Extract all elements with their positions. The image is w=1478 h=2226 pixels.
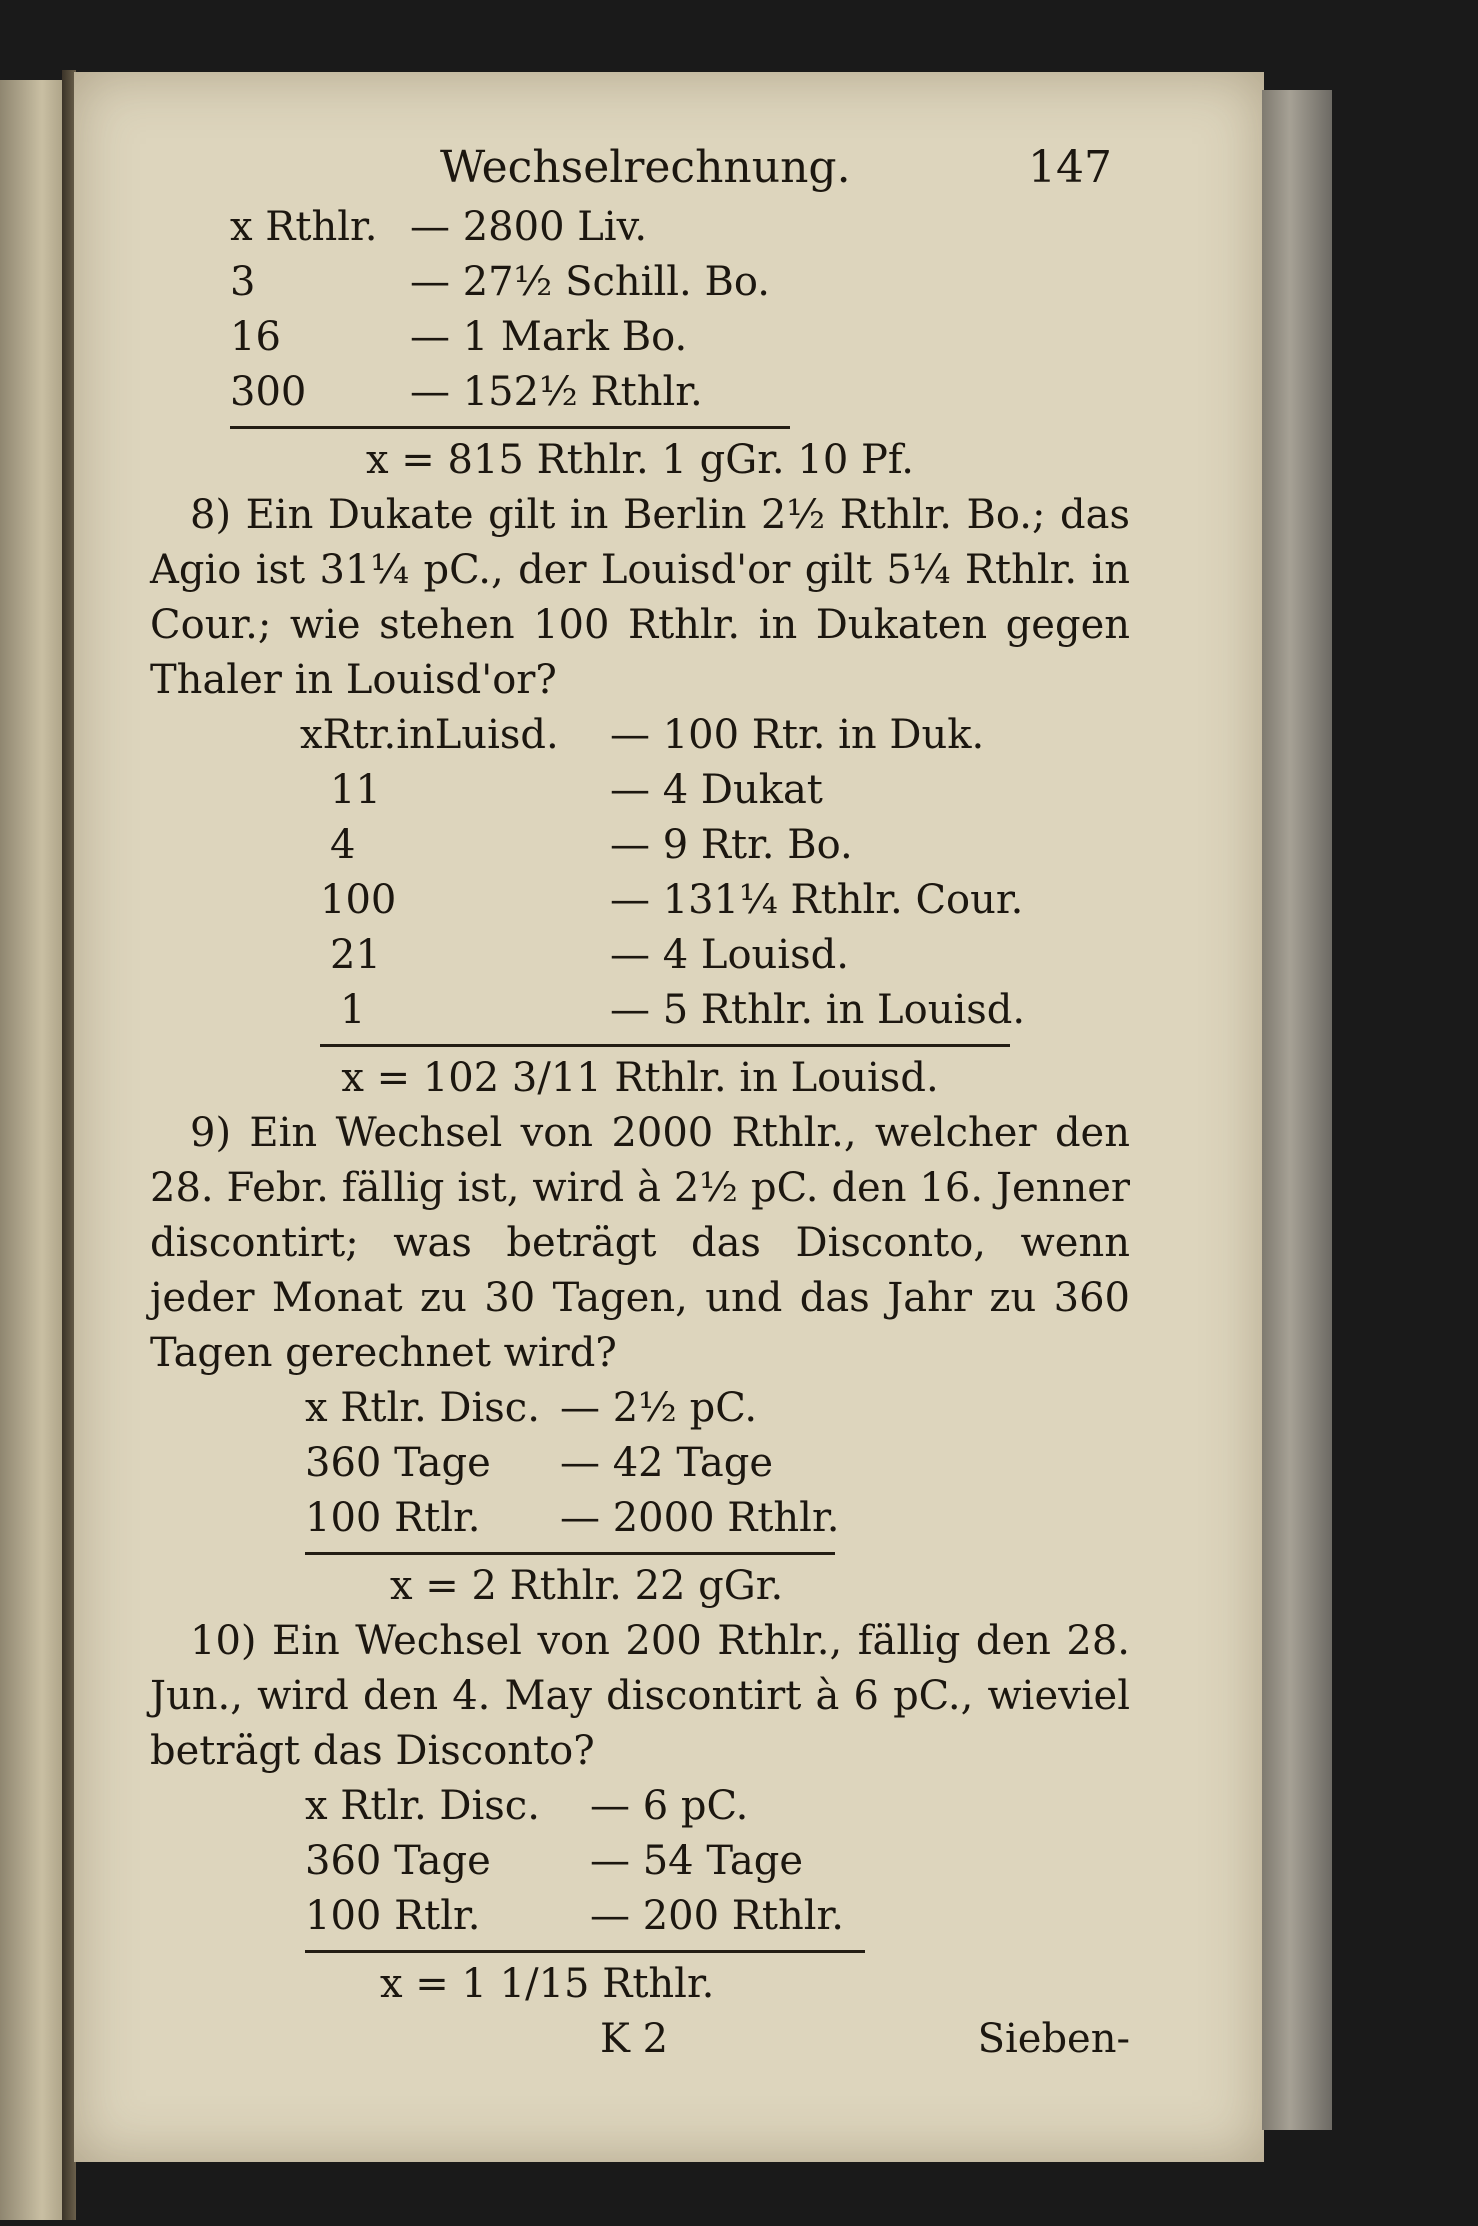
example-8-result: x = 102 3/11 Rthlr. in Louisd. (341, 1055, 939, 1101)
example-8-text: 8) Ein Dukate gilt in Berlin 2½ Rthlr. Bo.; das Agio ist 31¼ pC., der Louisd'or gilt 5¼ Rthlr. in Cour.; wie stehen 100 Rthlr. in Dukaten gegen Thaler in Louisd'or? (150, 492, 1130, 703)
table-row: x Rtlr. Disc. — 2½ pC. (305, 1385, 758, 1431)
divider (230, 426, 790, 429)
table-row: 100 Rtlr. — 200 Rthlr. (305, 1893, 844, 1939)
table-row: x Rthlr. — 2800 Liv. (230, 204, 648, 250)
table-row: 100 — 131¼ Rthlr. Cour. (320, 877, 1024, 923)
page-footer (150, 2012, 1130, 2072)
running-title: Wechselrechnung. (440, 142, 851, 193)
table-row: 1 — 5 Rthlr. in Louisd. (340, 987, 1026, 1033)
table-row: 300 — 152½ Rthlr. (230, 369, 703, 415)
table-row: x Rtlr. Disc. — 6 pC. (305, 1783, 749, 1829)
example-9-table (150, 1381, 1130, 1614)
table-row: xRtr.inLuisd. — 100 Rtr. in Duk. (300, 712, 985, 758)
page-number: 147 (1028, 142, 1112, 193)
table-row: 16 — 1 Mark Bo. (230, 314, 688, 360)
catchword: Sieben- (977, 2016, 1130, 2062)
page-content (150, 140, 1130, 2072)
example-7-table (150, 200, 1130, 488)
example-10-table (150, 1779, 1130, 2012)
example-9-result: x = 2 Rthlr. 22 gGr. (390, 1563, 784, 1609)
signature-mark: K 2 (600, 2016, 669, 2062)
example-10-text: 10) Ein Wechsel von 200 Rthlr., fällig den 28. Jun., wird den 4. May discontirt à 6 pC., wieviel beträgt das Disconto? (150, 1618, 1130, 1774)
table-row: 100 Rtlr. — 2000 Rthlr. (305, 1495, 840, 1541)
example-9-text: 9) Ein Wechsel von 2000 Rthlr., welcher den 28. Febr. fällig ist, wird à 2½ pC. den 16. Jenner discontirt; was beträgt das Disconto, wenn jeder Monat zu 30 Tagen, und das Jahr zu 360 Tagen gerechnet wird? (150, 1110, 1130, 1376)
table-row: 4 — 9 Rtr. Bo. (330, 822, 853, 868)
example-8-table (150, 708, 1130, 1106)
table-row: 11 — 4 Dukat (330, 767, 823, 813)
example-7-result: x = 815 Rthlr. 1 gGr. 10 Pf. (366, 437, 914, 483)
divider (305, 1552, 835, 1555)
table-row: 360 Tage — 42 Tage (305, 1440, 774, 1486)
left-page-edge (0, 80, 70, 2220)
divider (305, 1950, 865, 1953)
right-page-edge (1262, 90, 1332, 2130)
running-header (150, 140, 1130, 200)
example-10-result: x = 1 1/15 Rthlr. (380, 1961, 715, 2007)
divider (320, 1044, 1010, 1047)
table-row: 21 — 4 Louisd. (330, 932, 849, 978)
table-row: 3 — 27½ Schill. Bo. (230, 259, 770, 305)
table-row: 360 Tage — 54 Tage (305, 1838, 804, 1884)
